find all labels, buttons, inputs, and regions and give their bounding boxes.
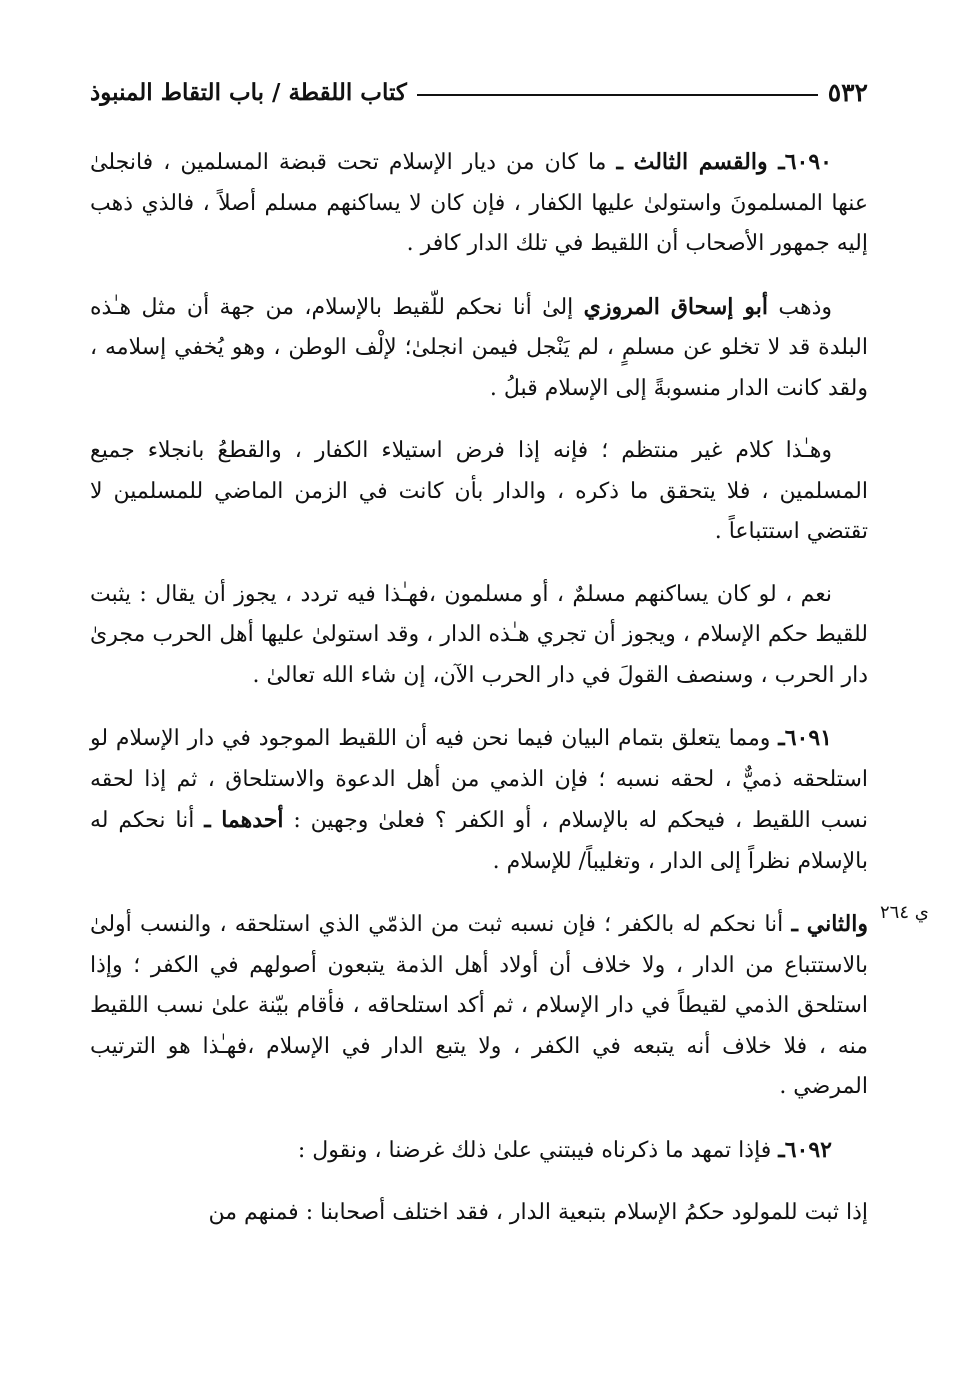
page-body (90, 142, 868, 1256)
paragraph-text-continued: أنا نحكم له بالإسلام نظراً إلى الدار ، وتغليباً/ للإسلام . (90, 808, 868, 874)
paragraph-lead: ٦٠٩١ـ (778, 725, 832, 751)
paragraph-text: ما كان من ديار الإسلام تحت قبضة المسلمين ، فانجلىٰ عنها المسلمونَ واستولىٰ عليها الكفار ، فإن كان لا يساكنهم مسلم أصلاً ، فالذي ذهب إليه جمهور الأصحاب أن اللقيط في تلك الدار كافر . (90, 150, 868, 256)
paragraph-text: إذا ثبت للمولود حكمُ الإسلام بتبعية الدار ، فقد اختلف أصحابنا : فمنهم من (208, 1200, 868, 1225)
paragraph-text: أنا نحكم له بالكفر ؛ فإن نسبه ثبت من الذمّي الذي استلحقه ، والنسب أولىٰ بالاستتباع من الدار ، ولا خلاف أن أولاد أهل الذمة يتبعون أصولهم في الكفر ؛ وإذا استلحق الذمي لقيطاً في دار الإسلام ، ثم أكد استلحاقه ، فأقام بيّنة علىٰ نسب اللقيط منه ، فلا خلاف أنه يتبعه في الكفر ، ولا يتبع الدار في الإسلام ،فهـٰذا هو الترتيب المرضي . (90, 912, 868, 1099)
running-title: كتاب اللقطة / باب التقاط المنبوذ (90, 78, 407, 106)
paragraph-text: فإذا تمهد ما ذكرناه فيبتني علىٰ ذلك غرضنا ، ونقول : (297, 1137, 779, 1163)
paragraph-6090 (90, 142, 868, 265)
paragraph-text: ومما يتعلق بتمام البيان فيما نحن فيه أن اللقيط الموجود في دار الإسلام لو استلحقه ذميٌّ ، لحقه نسبه ؛ فإن الذمي من أهل الدعوة والاستلحاق ، ثم إذا لحقه نسب اللقيط ، فيحكم له بالإسلام ، أو الكفر ؟ فعلىٰ وجهين : (90, 726, 868, 833)
paragraph-text: إلىٰ أنا نحكم للّقيط بالإسلام، من جهة أن مثل هـٰذه البلدة قد لا تخلو عن مسلمٍ ، لم يَنْجل فيمن انجلىٰ؛ لإلْف الوطن ، وهو يُخفي إسلامه ، ولقد كانت الدار منسوبةً إلى الإسلام قبلُ . (90, 294, 868, 401)
page-header (90, 70, 868, 114)
paragraph-marwazi (90, 287, 868, 410)
paragraph-6091 (90, 718, 868, 882)
margin-manuscript-reference: ي ٢٦٤ (880, 902, 929, 923)
paragraph-6092 (90, 1130, 868, 1172)
paragraph-final (90, 1193, 868, 1234)
paragraph-lead: ٦٠٩٢ـ (778, 1136, 832, 1163)
paragraph-naam (90, 575, 868, 697)
paragraph-critique (90, 431, 868, 553)
paragraph-lead: ٦٠٩٠ـ والقسم الثالث ـ (616, 149, 832, 175)
paragraph-text: نعم ، لو كان يساكنهم مسلمٌ ، أو مسلمون ،فهـٰذا فيه تردد ، يجوز أن يقال : يثبت للقيط حكم الإسلام ، ويجوز أن تجري هـٰذه الدار ، وقد استولىٰ عليها أهل الحرب مجرىٰ دار الحرب ، وسنصف القولَ في دار الحرب الآن، إن شاء الله تعالىٰ . (90, 581, 868, 688)
scholar-name: أبو إسحاق المروزي (583, 293, 768, 320)
paragraph-second-view (90, 904, 868, 1108)
header-rule (417, 94, 818, 96)
paragraph-text: وهـٰذا كلام غير منتظم ؛ فإنه إذا فرض استيلاء الكفار ، والقطعُ بانجلاء جميع المسلمين ، فلا يتحقق ما ذكره ، والدار بأن كانت في الزمن الماضي للمسلمين لا تقتضي استتباعاً . (90, 438, 868, 544)
first-view-lead: أحدهما ـ (204, 807, 284, 833)
page-number: ٥٣٢ (827, 77, 868, 107)
paragraph-pre: وذهب (768, 294, 832, 320)
paragraph-lead: والثاني ـ (791, 911, 868, 937)
